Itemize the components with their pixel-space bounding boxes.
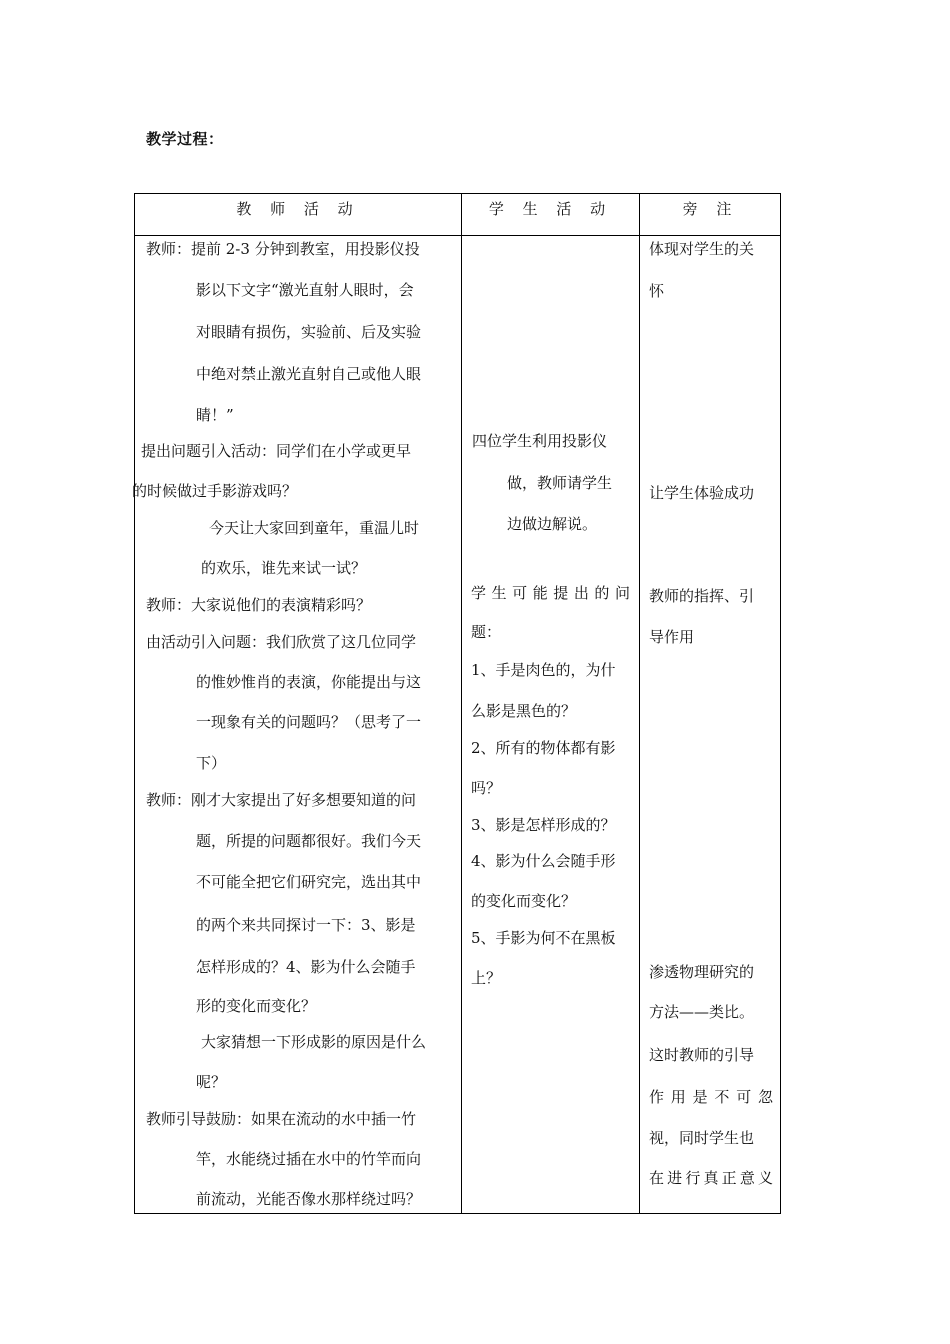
teacher-line: 的两个来共同探讨一下：3、影是 <box>196 916 416 934</box>
header-student-activity: 学 生 活 动 <box>488 200 613 218</box>
note-line: 怀 <box>649 282 665 300</box>
teacher-line: 中绝对禁止激光直射自己或他人眼 <box>196 365 422 383</box>
student-line: 3、影是怎样形成的？ <box>471 816 616 834</box>
teacher-line: 不可能全把它们研究完，选出其中 <box>196 873 422 891</box>
lesson-table <box>134 193 781 1214</box>
student-line: 5、手影为何不在黑板 <box>471 929 616 947</box>
student-line: 么影是黑色的？ <box>471 702 577 720</box>
student-line: 学生可能提出的问 <box>471 584 630 602</box>
student-line: 边做边解说。 <box>507 515 598 533</box>
note-line: 渗透物理研究的 <box>649 963 755 981</box>
header-notes: 旁 注 <box>682 200 739 218</box>
teacher-line: 竿，水能绕过插在水中的竹竿而向 <box>196 1150 422 1168</box>
teacher-line: 教师：提前 2-3 分钟到教室，用投影仪投 <box>146 240 420 258</box>
student-line: 做，教师请学生 <box>507 474 613 492</box>
column-divider-1 <box>461 194 462 1213</box>
student-line: 题： <box>471 623 502 641</box>
column-divider-2 <box>639 194 640 1213</box>
teacher-line: 今天让大家回到童年，重温儿时 <box>209 519 420 537</box>
note-line: 这时教师的引导 <box>649 1046 755 1064</box>
teacher-line: 下） <box>196 754 227 772</box>
teacher-line: 影以下文字“激光直射人眼时，会 <box>196 281 414 299</box>
teacher-line: 由活动引入问题：我们欣赏了这几位同学 <box>146 633 417 651</box>
student-line: 4、影为什么会随手形 <box>471 852 616 870</box>
note-line: 方法——类比。 <box>649 1003 755 1021</box>
teacher-line: 一现象有关的问题吗？（思考了一 <box>196 713 422 731</box>
teacher-line: 对眼睛有损伤，实验前、后及实验 <box>196 323 422 341</box>
teacher-line: 睛！” <box>196 406 234 424</box>
note-line: 视，同时学生也 <box>649 1129 755 1147</box>
student-line: 的变化而变化？ <box>471 892 577 910</box>
teacher-line: 教师：大家说他们的表演精彩吗？ <box>146 596 372 614</box>
header-teacher-activity: 教 师 活 动 <box>236 200 360 218</box>
teacher-line: 题，所提的问题都很好。我们今天 <box>196 832 422 850</box>
student-line: 上？ <box>471 969 502 987</box>
teacher-line: 的欢乐，谁先来试一试？ <box>201 559 367 577</box>
note-line: 作用是不可忽 <box>649 1088 773 1106</box>
teacher-line: 的惟妙惟肖的表演，你能提出与这 <box>196 673 422 691</box>
teacher-line: 前流动，光能否像水那样绕过吗？ <box>196 1190 422 1208</box>
student-line: 2、所有的物体都有影 <box>471 739 616 757</box>
note-line: 教师的指挥、引 <box>649 587 755 605</box>
note-line: 让学生体验成功 <box>649 484 755 502</box>
student-line: 1、手是肉色的，为什 <box>471 661 616 679</box>
teacher-line: 教师引导鼓励：如果在流动的水中插一竹 <box>146 1110 417 1128</box>
note-line: 在进行真正意义 <box>649 1169 773 1187</box>
section-title: 教学过程： <box>146 130 224 148</box>
note-line: 导作用 <box>649 628 695 646</box>
teacher-line: 怎样形成的？4、影为什么会随手 <box>196 958 416 976</box>
student-line: 四位学生利用投影仪 <box>472 432 608 450</box>
note-line: 体现对学生的关 <box>649 240 755 258</box>
teacher-line: 的时候做过手影游戏吗？ <box>132 482 298 500</box>
teacher-line: 呢？ <box>196 1073 227 1091</box>
teacher-line: 教师：刚才大家提出了好多想要知道的问 <box>146 791 417 809</box>
teacher-line: 大家猜想一下形成影的原因是什么 <box>201 1033 427 1051</box>
teacher-line: 提出问题引入活动：同学们在小学或更早 <box>141 442 412 460</box>
student-line: 吗？ <box>471 779 502 797</box>
header-divider <box>135 235 780 236</box>
teacher-line: 形的变化而变化？ <box>196 997 317 1015</box>
